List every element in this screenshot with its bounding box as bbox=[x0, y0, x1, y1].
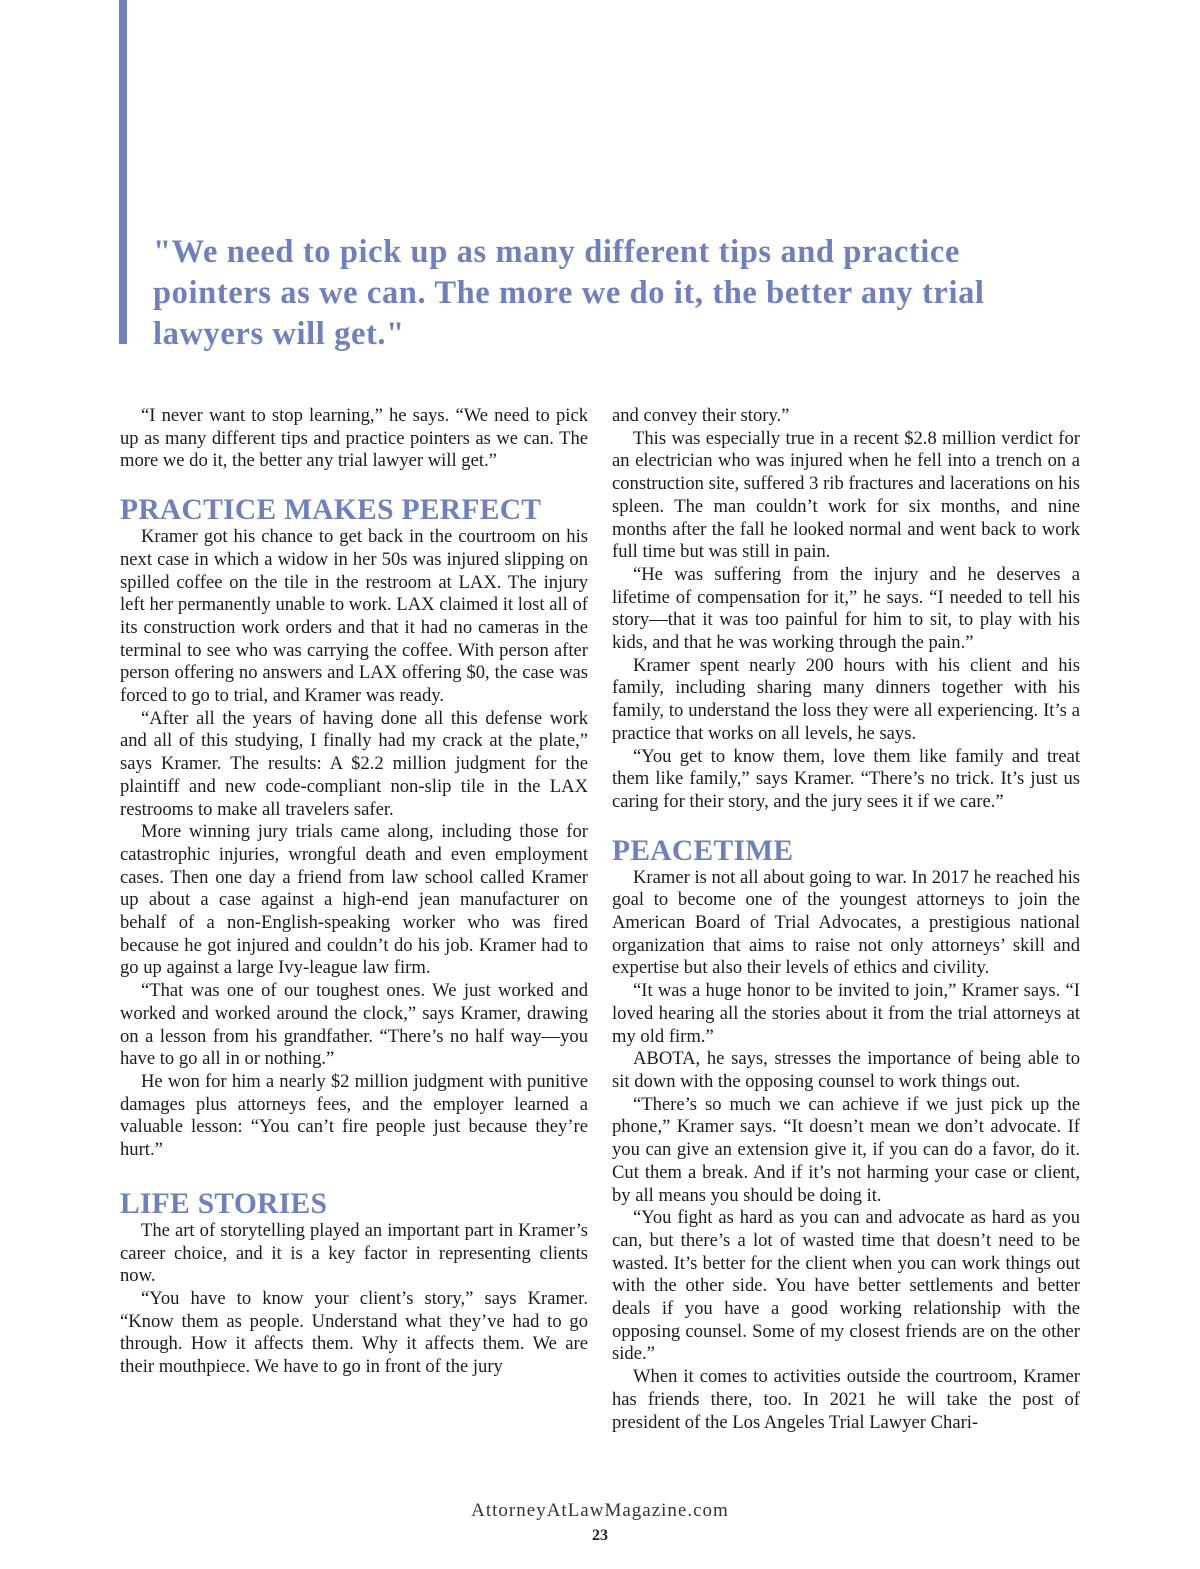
right-column bbox=[612, 405, 1080, 1434]
body-paragraph: “You have to know your client’s story,” says Kramer. “Know them as people. Understand what they’ve had to go through. How it affects them. Why it affects them. We are their mouthpiece. We have to go in front of the jury bbox=[120, 1287, 588, 1378]
page-number: 23 bbox=[592, 1527, 608, 1544]
body-paragraph: “You get to know them, love them like family and treat them like family,” says Kramer. “There’s no trick. It’s just us caring for their story, and the jury sees it if we care.” bbox=[612, 745, 1080, 812]
body-paragraph: “There’s so much we can achieve if we just pick up the phone,” Kramer says. “It doesn’t mean we don’t advocate. If you can give an extension give it, if you can do a favor, do it. Cut them a break. And if it’s not harming your case or client, by all means you should be doing it. bbox=[612, 1093, 1080, 1206]
body-paragraph: Kramer got his chance to get back in the courtroom on his next case in which a widow in her 50s was injured slipping on spilled coffee on the tile in the restroom at LAX. The injury left her permanently unable to work. LAX claimed it lost all of its construction work orders and that it had no cameras in the terminal to see who was carrying the coffee. With person after person offering no answers and LAX offering $0, the case was forced to go to trial, and Kramer was ready. bbox=[120, 526, 588, 707]
body-paragraph: Kramer spent nearly 200 hours with his client and his family, including sharing many dinners together with his family, to understand the loss they were all experiencing. It’s a practice that works on all levels, he says. bbox=[612, 654, 1080, 744]
pull-quote: "We need to pick up as many different tips and practice pointers as we can. The more we do it, the better any trial lawyers will get." bbox=[153, 234, 985, 352]
body-paragraph: “That was one of our toughest ones. We just worked and worked and worked around the clock,” says Kramer, drawing on a lesson from his grandfather. “There’s no half way—you have to go all in or nothing.” bbox=[120, 980, 588, 1070]
body-paragraph: The art of storytelling played an important part in Kramer’s career choice, and it is a key factor in representing clients now. bbox=[120, 1219, 588, 1287]
continued-paragraph: and convey their story.” bbox=[612, 405, 790, 426]
section-heading-life: LIFE STORIES bbox=[120, 1187, 328, 1220]
body-paragraph: He won for him a nearly $2 million judgment with punitive damages plus attorneys fees, and the employer learned a valuable lesson: “You can’t fire people just because they’re hurt.” bbox=[120, 1070, 588, 1161]
intro-paragraph: “I never want to stop learning,” he says. “We need to pick up as many different tips and practice pointers as we can. The more we do it, the better any trial lawyer will get.” bbox=[120, 405, 588, 472]
body-paragraph: “After all the years of having done all this defense work and all of this studying, I finally had my crack at the plate,” says Kramer. The results: A $2.2 million judgment for the plaintiff and new code-compliant non-slip tile in the LAX restrooms to make all travelers safer. bbox=[120, 707, 588, 820]
body-paragraph: More winning jury trials came along, including those for catastrophic injuries, wrongful death and even employment cases. Then one day a friend from law school called Kramer up about a case against a high-end jean manufacturer on behalf of a non-English-speaking worker who was fired because he got injured and couldn’t do his job. Kramer had to go up against a large Ivy-league law firm. bbox=[120, 821, 588, 979]
section-heading-peacetime: PEACETIME bbox=[612, 834, 794, 867]
body-paragraph: “You fight as hard as you can and advocate as hard as you can, but there’s a lot of wasted time that doesn’t need to be wasted. It’s better for the client when you can work things out with the other side. You have better settlements and better deals if you have a good working relationship with the opposing counsel. Some of my closest friends are on the other side.” bbox=[612, 1207, 1080, 1365]
body-paragraph: “He was suffering from the injury and he deserves a lifetime of compensation for it,” he says. “I needed to tell his story—that it was too painful for him to sit, to play with his kids, and that he was working through the pain.” bbox=[612, 563, 1080, 654]
left-column bbox=[120, 405, 588, 1379]
accent-bar bbox=[119, 0, 127, 344]
section-heading-practice: PRACTICE MAKES PERFECT bbox=[120, 494, 542, 527]
footer-website: AttorneyAtLawMagazine.com bbox=[471, 1500, 729, 1521]
body-paragraph: “It was a huge honor to be invited to join,” Kramer says. “I loved hearing all the stories about it from the trial attorneys at my old firm.” bbox=[612, 980, 1080, 1047]
body-paragraph: Kramer is not all about going to war. In 2017 he reached his goal to become one of the youngest attorneys to join the American Board of Trial Advocates, a prestigious national organization that aims to raise not only attorneys’ skill and expertise but also their levels of ethics and civility. bbox=[612, 866, 1080, 979]
body-paragraph: ABOTA, he says, stresses the importance of being able to sit down with the opposing counsel to work things out. bbox=[612, 1048, 1080, 1092]
body-paragraph: This was especially true in a recent $2.8 million verdict for an electrician who was injured when he fell into a trench on a construction site, suffered 3 rib fractures and lacerations on his spleen. The man couldn’t work for six months, and nine months after the fall he looked normal and went back to work full time but was still in pain. bbox=[612, 427, 1080, 563]
body-paragraph: When it comes to activities outside the courtroom, Kramer has friends there, too. In 2021 he will take the post of president of the Los Angeles Trial Lawyer Chari- bbox=[612, 1366, 1080, 1433]
